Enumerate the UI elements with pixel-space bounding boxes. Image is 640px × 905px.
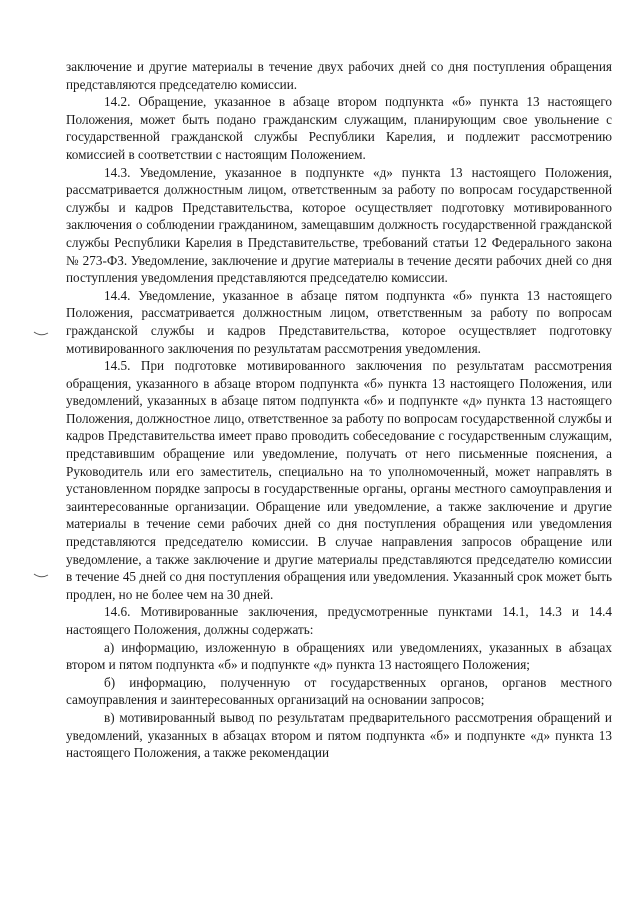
list-item-b: б) информацию, полученную от государственных органов, органов местного самоуправления и заинтересованных организаций на основании запросов; (66, 674, 612, 708)
paragraph-14-4: 14.4. Уведомление, указанное в абзаце пятом подпункта «б» пункта 13 настоящего Положения, рассматривается должностным лицом, ответственным за работу по вопросам гражданской службы и кадров Представительства, которое осуществляет подготовку мотивированного заключения по результатам рассмотрения уведомления. (66, 287, 612, 356)
paragraph-14-6: 14.6. Мотивированные заключения, предусмотренные пунктами 14.1, 14.3 и 14.4 настоящего Положения, должны содержать: (66, 604, 612, 637)
paragraph-continuation: заключение и другие материалы в течение двух рабочих дней со дня поступления обращения представляются председателю комиссии. (66, 59, 612, 92)
list-item-a: а) информацию, изложенную в обращениях или уведомлениях, указанных в абзацах втором и пятом подпункта «б» и подпункте «д» пункта 13 настоящего Положения; (66, 639, 612, 673)
paragraph-14-5: 14.5. При подготовке мотивированного заключения по результатам рассмотрения обращения, указанного в абзаце втором подпункта «б» пункта 13 настоящего Положения, или уведомлений, указанных в абзаце пятом подпункта «б» и подпункте «д» пункта 13 настоящего Положения, должностное лицо, ответственное за работу по вопросам государственной службы и кадров Представительства имеет право проводить собеседование с государственным служащим, представившим обращение или уведомление, получать от него письменные пояснения, а Руководитель или его заместитель, специально на то уполномоченный, может направлять в установленном порядке запросы в государственные органы, органы местного самоуправления и заинтересованные организации. Обращение или уведомление, а также заключение и другие материалы в течение семи рабочих дней со дня поступления обращения или уведомления представляются председателю комиссии. В случае направления запросов обращение или уведомление, а также заключение и другие материалы представляются председателю комиссии в течение 45 дней со дня поступления обращения или уведомления. Указанный срок может быть продлен, но не более чем на 30 дней. (66, 358, 612, 602)
list-item-v: в) мотивированный вывод по результатам предварительного рассмотрения обращений и уведомлений, указанных в абзацах втором и пятом подпункта «б» и подпункте «д» пункта 13 настоящего Положения, а также рекомендации (66, 709, 612, 761)
paragraph-14-2: 14.2. Обращение, указанное в абзаце втором подпункта «б» пункта 13 настоящего Положения, может быть подано гражданским служащим, планирующим свое увольнение с государственной гражданской службы Республики Карелия, и подлежит рассмотрению комиссией в соответствии с настоящим Положением. (66, 94, 612, 162)
document-page (66, 58, 612, 762)
margin-mark-1 (33, 330, 49, 338)
paragraph-14-3: 14.3. Уведомление, указанное в подпункте «д» пункта 13 настоящего Положения, рассматривается должностным лицом, ответственным за работу по вопросам государственной службы и кадров Представительства, которое осуществляет подготовку мотивированного заключения о соблюдении гражданином, замещавшим должность государственной гражданской службы Республики Карелия в Представительстве, требований статьи 12 Федерального закона № 273-ФЗ. Уведомление, заключение и другие материалы в течение десяти рабочих дней со дня поступления уведомления представляются председателю комиссии. (66, 164, 612, 286)
margin-mark-2 (33, 572, 49, 580)
